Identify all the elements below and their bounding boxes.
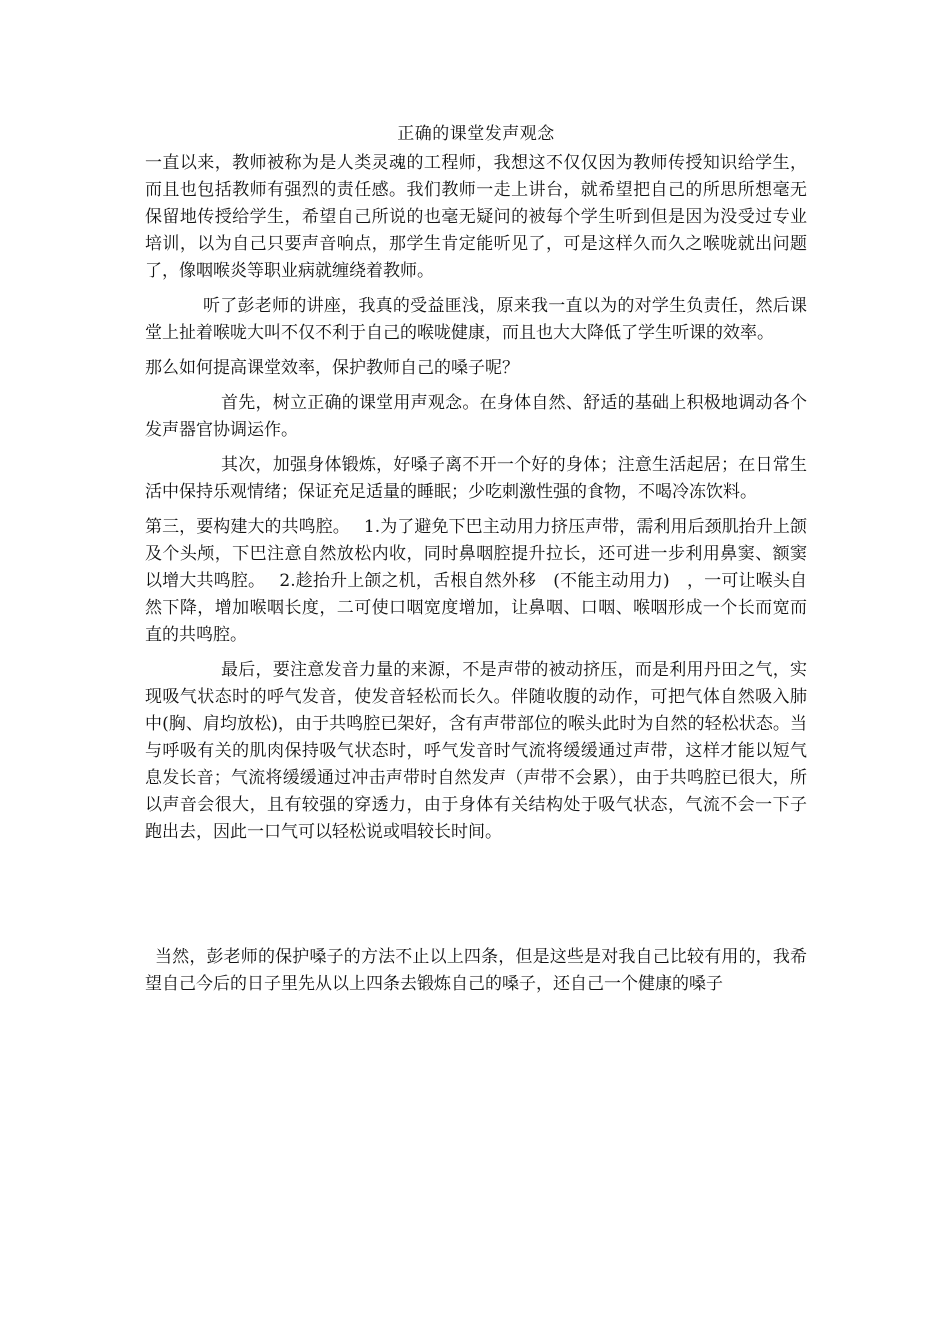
paragraph-lecture: 听了彭老师的讲座，我真的受益匪浅，原来我一直以为的对学生负责任，然后课堂上扯着喉咙大叫不仅不利于自己的喉咙健康，而且也大大降低了学生听课的效率。 [145, 296, 807, 343]
paragraph-second: 其次，加强身体锻炼，好嗓子离不开一个好的身体；注意生活起居；在日常生活中保持乐观情绪；保证充足适量的睡眠；少吃刺激性强的食物，不喝冷冻饮料。 [145, 455, 807, 502]
paragraph-question: 那么如何提高课堂效率，保护教师自己的嗓子呢？ [145, 358, 519, 378]
paragraph-conclusion: 当然，彭老师的保护嗓子的方法不止以上四条，但是这些是对我自己比较有用的，我希望自己今后的日子里先从以上四条去锻炼自己的嗓子，还自己一个健康的嗓子 [145, 947, 807, 994]
paragraph-intro: 一直以来，教师被称为是人类灵魂的工程师，我想这不仅仅因为教师传授知识给学生，而且也包括教师有强烈的责任感。我们教师一走上讲台，就希望把自己的所思所想毫无保留地传授给学生，希望自己所说的也毫无疑问的被每个学生听到但是因为没受过专业培训，以为自己只要声音响点，那学生肯定能听见了，可是这样久而久之喉咙就出问题了，像咽喉炎等职业病就缠绕着教师。 [145, 153, 807, 281]
paragraph-last: 最后，要注意发音力量的来源，不是声带的被动挤压，而是利用丹田之气，实现吸气状态时的呼气发音，使发音轻松而长久。伴随收腹的动作，可把气体自然吸入肺中(胸、肩均放松)，由于共鸣腔已架好，含有声带部位的喉头此时为自然的轻松状态。当与呼吸有关的肌肉保持吸气状态时，呼气发音时气流将缓缓通过声带，这样才能以短气息发长音；气流将缓缓通过冲击声带时自然发声（声带不会累），由于共鸣腔已很大，所以声音会很大，且有较强的穿透力，由于身体有关结构处于吸气状态，气流不会一下子跑出去，因此一口气可以轻松说或唱较长时间。 [145, 660, 807, 842]
document-page [145, 120, 807, 1006]
blank-gap [145, 854, 807, 944]
document-title: 正确的课堂发声观念 [397, 124, 555, 144]
paragraph-third: 第三，要构建大的共鸣腔。 1.为了避免下巴主动用力挤压声带，需利用后颈肌抬升上颌及个头颅，下巴注意自然放松内收，同时鼻咽腔提升拉长，还可进一步利用鼻窦、额窦以增大共鸣腔。 2.趁抬升上颌之机，舌根自然外移 (不能主动用力) ，一可让喉头自然下降，增加喉咽长度，二可使口咽宽度增加，让鼻咽、口咽、喉咽形成一个长而宽而直的共鸣腔。 [145, 517, 807, 645]
paragraph-first: 首先，树立正确的课堂用声观念。在身体自然、舒适的基础上积极地调动各个发声器官协调运作。 [145, 393, 807, 440]
